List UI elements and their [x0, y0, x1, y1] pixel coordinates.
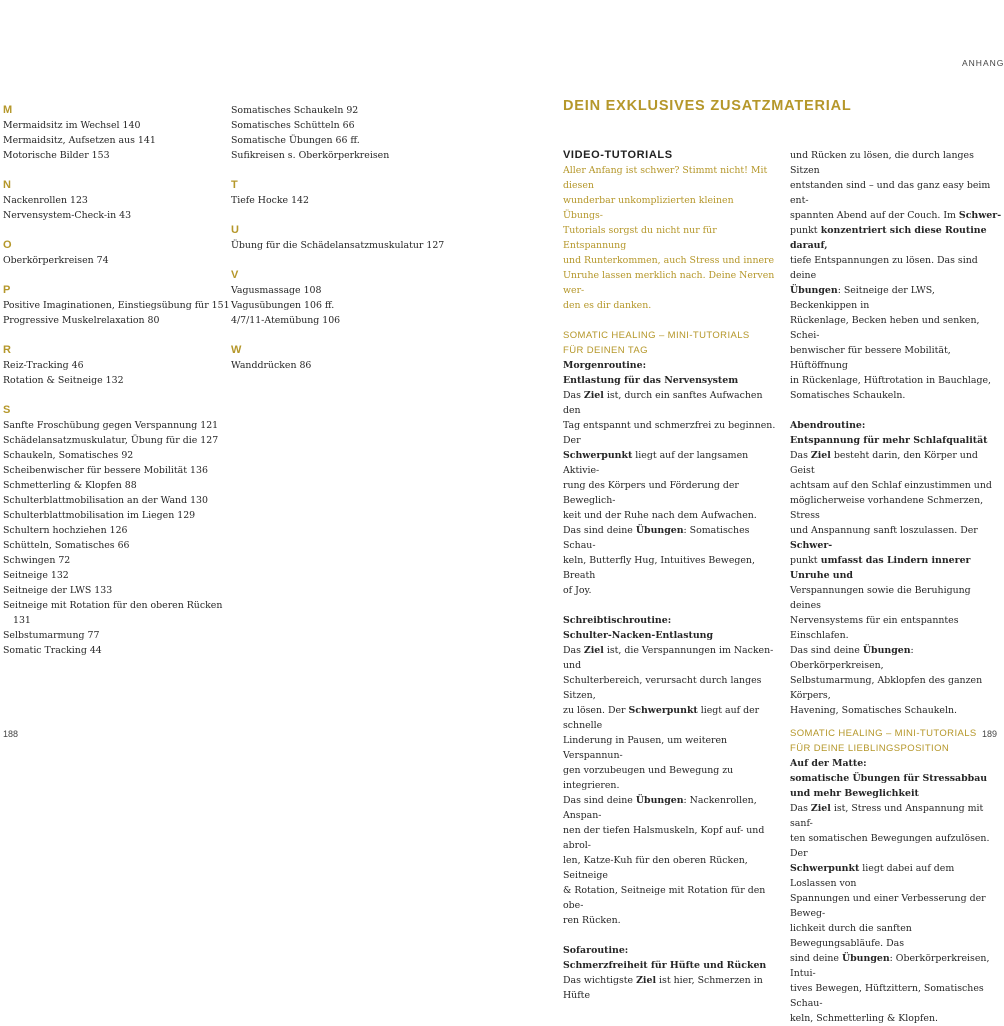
text-segment: in Rückenlage, Hüftrotation in Bauchlage,: [790, 375, 992, 386]
text-segment: punkt: [790, 555, 818, 566]
index-entry: Mermaidsitz, Aufsetzen aus 141: [3, 135, 156, 146]
index-entry: Selbstumarmung 77: [3, 630, 100, 641]
text-segment: entstanden sind – und das ganz easy beim ent-: [790, 180, 991, 206]
index-group: [3, 238, 230, 268]
index-entry: 131: [13, 615, 31, 626]
morning-routine: [563, 358, 776, 598]
text-segment: Tag entspannt und schmerzfrei zu beginnen. Der: [563, 420, 776, 446]
text-segment: Rückenlage, Becken heben und senken, Schei-: [790, 315, 980, 341]
text-line: [790, 223, 1003, 253]
routine-title: Abendroutine:: [790, 420, 866, 431]
bold-term: Übungen: [841, 953, 890, 964]
text-segment: len, Katze-Kuh für den oberen Rücken, Seitneige: [563, 855, 748, 881]
bold-term: Übungen: [635, 795, 684, 806]
index-group: [231, 178, 444, 208]
index-entry: Schwingen 72: [3, 555, 71, 566]
text-segment: Havening, Somatisches Schaukeln.: [790, 705, 957, 716]
text-segment: : Somatisches Schau-: [563, 525, 750, 551]
text-line: [790, 673, 1003, 703]
text-segment: liegt auf der schnelle: [563, 705, 760, 731]
index-entry: Schulterblattmobilisation im Liegen 129: [3, 510, 196, 521]
text-segment: punkt: [790, 225, 818, 236]
index-letter: N: [3, 179, 11, 191]
index-entry: Schmetterling & Klopfen 88: [3, 480, 137, 491]
index-entry: Nackenrollen 123: [3, 195, 88, 206]
index-entry: Scheibenwischer für bessere Mobilität 136: [3, 465, 208, 476]
text-segment: besteht darin, den Körper und Geist: [790, 450, 978, 476]
text-segment: Das sind deine: [563, 795, 636, 806]
index-letter: O: [3, 239, 12, 251]
text-segment: : Oberkörperkreisen,: [790, 645, 914, 671]
mini-tutorials-subheading: [563, 328, 776, 358]
index-entry: Progressive Muskelrelaxation 80: [3, 315, 160, 326]
index-letter: P: [3, 284, 11, 296]
text-line: [563, 763, 776, 793]
text-segment: Linderung in Pausen, um weiteren Verspannun-: [563, 735, 728, 761]
mat-routine: [790, 756, 1003, 1026]
bold-term: umfasst das Lindern innerer Unruhe und: [790, 555, 971, 581]
index-entry: Somatic Tracking 44: [3, 645, 102, 656]
text-segment: ist, Stress und Anspannung mit sanf-: [790, 803, 984, 829]
bold-term: Schwerpunkt: [628, 705, 698, 716]
bold-term: Ziel: [810, 803, 831, 814]
text-line: [563, 508, 776, 523]
text-segment: : Nackenrollen, Anspan-: [563, 795, 757, 821]
text-line: [563, 448, 776, 478]
index-entry: Schulterblattmobilisation an der Wand 130: [3, 495, 208, 506]
index-entry: 4/7/11-Atemübung 106: [231, 315, 341, 326]
text-line: [563, 643, 776, 673]
index-entry: Nervensystem-Check-in 43: [3, 210, 132, 221]
text-line: [790, 703, 1003, 718]
intro-line: Unruhe lassen merklich nach. Deine Nerven wer-: [563, 270, 775, 296]
text-segment: achtsam auf den Schlaf einzustimmen und: [790, 480, 992, 491]
text-segment: Das wichtigste: [563, 975, 637, 986]
content-column-2: [790, 148, 1003, 1026]
routine-subtitle: und mehr Beweglichkeit: [790, 788, 919, 799]
text-segment: Das sind deine: [790, 645, 863, 656]
index-letter: V: [231, 269, 239, 281]
text-segment: möglicherweise vorhandene Schmerzen, Stress: [790, 495, 984, 521]
text-segment: Verspannungen sowie die Beruhigung deines: [790, 585, 971, 611]
index-entry: Somatisches Schütteln 66: [231, 120, 355, 131]
text-segment: Selbstumarmung, Abklopfen des ganzen Körpers,: [790, 675, 983, 701]
text-line: [790, 148, 1003, 178]
text-line: [790, 643, 1003, 673]
text-segment: of Joy.: [563, 585, 592, 596]
text-line: [563, 388, 776, 418]
text-line: [790, 388, 1003, 403]
bold-term: Ziel: [810, 450, 831, 461]
text-segment: lichkeit durch die sanften Bewegungsabläufe. Das: [790, 923, 912, 949]
index-entry: Somatische Übungen 66 ff.: [231, 135, 360, 146]
index-entry: Schädelansatzmuskulatur, Übung für die 127: [3, 435, 219, 446]
text-segment: benwischer für bessere Mobilität, Hüftöffnung: [790, 345, 951, 371]
bold-term: Ziel: [636, 975, 657, 986]
index-entry: Positive Imaginationen, Einstiegsübung für 151: [3, 300, 230, 311]
index-entry: Schaukeln, Somatisches 92: [3, 450, 134, 461]
text-segment: & Rotation, Seitneige mit Rotation für den obe-: [563, 885, 766, 911]
bold-term: Schwer-: [790, 540, 833, 551]
text-line: [563, 478, 776, 508]
desk-routine: [563, 613, 776, 928]
text-segment: ist, die Verspannungen im Nacken- und: [563, 645, 774, 671]
text-segment: Das: [790, 803, 811, 814]
text-segment: liegt dabei auf dem Loslassen von: [790, 863, 955, 889]
index-column-left: [3, 103, 230, 673]
index-letter: U: [231, 224, 239, 236]
index-letter: M: [3, 104, 13, 116]
text-line: [790, 283, 1003, 313]
text-line: [790, 921, 1003, 951]
index-group: [3, 343, 230, 388]
index-entry: Mermaidsitz im Wechsel 140: [3, 120, 141, 131]
index-entry: Seitneige mit Rotation für den oberen Rücken: [3, 600, 223, 611]
text-segment: ist, durch ein sanftes Aufwachen den: [563, 390, 763, 416]
index-group: [3, 178, 230, 223]
routine-subtitle: Schulter-Nacken-Entlastung: [563, 630, 714, 641]
text-line: [563, 793, 776, 823]
text-segment: Schulterbereich, verursacht durch langes Sitzen,: [563, 675, 762, 701]
index-entry: Übung für die Schädelansatzmuskulatur 127: [231, 240, 445, 251]
index-entry: Motorische Bilder 153: [3, 150, 110, 161]
sofa-routine: [563, 943, 776, 1003]
page-number-right: 189: [982, 729, 998, 739]
text-line: [563, 418, 776, 448]
text-segment: tives Bewegen, Hüftzittern, Somatisches Schau-: [790, 983, 984, 1009]
text-line: [790, 448, 1003, 478]
text-line: [790, 313, 1003, 343]
text-line: [790, 583, 1003, 613]
text-segment: ten somatischen Bewegungen aufzulösen. Der: [790, 833, 990, 859]
bold-term: Ziel: [583, 390, 604, 401]
index-entry: Vagusmassage 108: [231, 285, 322, 296]
text-segment: sind deine: [790, 953, 842, 964]
index-entry: Seitneige 132: [3, 570, 69, 581]
text-segment: : Oberkörperkreisen, Intui-: [790, 953, 990, 979]
index-entry: Vagusübungen 106 ff.: [231, 300, 335, 311]
text-line: [563, 553, 776, 583]
routine-title: Sofaroutine:: [563, 945, 629, 956]
text-line: [790, 861, 1003, 891]
index-entry: Reiz-Tracking 46: [3, 360, 84, 371]
text-line: [790, 801, 1003, 831]
index-letter: R: [3, 344, 11, 356]
text-line: [563, 913, 776, 928]
index-entry: Sanfte Froschübung gegen Verspannung 121: [3, 420, 219, 431]
bold-term: Übungen: [635, 525, 684, 536]
text-segment: zu lösen. Der: [563, 705, 629, 716]
bold-term: Übungen: [790, 285, 838, 296]
text-segment: spannten Abend auf der Couch. Im: [790, 210, 959, 221]
index-entry: Wanddrücken 86: [231, 360, 312, 371]
index-entry: Oberkörperkreisen 74: [3, 255, 109, 266]
intro-line: wunderbar unkomplizierten kleinen Übungs-: [563, 195, 734, 221]
index-entry: Seitneige der LWS 133: [3, 585, 113, 596]
routine-title: Auf der Matte:: [790, 758, 867, 769]
text-line: [790, 553, 1003, 583]
index-group: [231, 103, 444, 163]
page-number-left: 188: [3, 729, 19, 739]
index-letter: W: [231, 344, 242, 356]
text-segment: rung des Körpers und Förderung der Beweglich-: [563, 480, 739, 506]
text-line: [790, 373, 1003, 388]
text-segment: und Anspannung sanft loszulassen. Der: [790, 525, 978, 536]
evening-routine: [790, 418, 1003, 718]
index-entry: Rotation & Seitneige 132: [3, 375, 124, 386]
text-line: [563, 583, 776, 598]
text-segment: keln, Butterfly Hug, Intuitives Bewegen, Breath: [563, 555, 755, 581]
text-line: [790, 178, 1003, 208]
index-entry: Tiefe Hocke 142: [231, 195, 309, 206]
text-line: [790, 831, 1003, 861]
text-line: [790, 478, 1003, 493]
routine-subtitle: Entlastung für das Nervensystem: [563, 375, 739, 386]
text-line: [563, 673, 776, 703]
text-segment: liegt auf der langsamen Aktivie-: [563, 450, 749, 476]
index-entry: Somatisches Schaukeln 92: [231, 105, 359, 116]
text-segment: ren Rücken.: [563, 915, 621, 926]
bold-term: Übungen: [862, 645, 911, 656]
subheading-line: FÜR DEINEN TAG: [563, 345, 648, 356]
text-segment: Das: [563, 390, 584, 401]
index-entry: Schultern hochziehen 126: [3, 525, 128, 536]
routine-title: Schreibtischroutine:: [563, 615, 672, 626]
text-segment: keit und der Ruhe nach dem Aufwachen.: [563, 510, 757, 521]
text-segment: und Rücken zu lösen, die durch langes Sitzen: [790, 150, 974, 176]
subheading-line: FÜR DEINE LIEBLINGSPOSITION: [790, 743, 950, 754]
bold-term: konzentriert sich diese Routine darauf,: [790, 225, 987, 251]
text-line: [563, 973, 776, 1003]
intro-text: [563, 163, 776, 313]
index-group: [231, 343, 444, 373]
bold-term: Ziel: [583, 645, 604, 656]
text-line: [563, 703, 776, 733]
index-column-middle: [231, 103, 444, 388]
text-segment: ist hier, Schmerzen in Hüfte: [563, 975, 763, 1001]
index-group: [3, 403, 230, 658]
text-segment: Somatisches Schaukeln.: [790, 390, 906, 401]
text-segment: keln, Schmetterling & Klopfen.: [790, 1013, 938, 1024]
text-segment: tiefe Entspannungen zu lösen. Das sind deine: [790, 255, 978, 281]
bold-term: Schwerpunkt: [563, 450, 633, 461]
routine-title: Morgenroutine:: [563, 360, 647, 371]
text-line: [790, 208, 1003, 223]
routine-subtitle: Schmerzfreiheit für Hüfte und Rücken: [563, 960, 767, 971]
intro-line: und Runterkommen, auch Stress und innere: [563, 255, 775, 266]
text-line: [790, 523, 1003, 553]
text-line: [790, 951, 1003, 981]
text-line: [790, 891, 1003, 921]
text-line: [790, 1011, 1003, 1026]
text-segment: Das sind deine: [563, 525, 636, 536]
text-line: [563, 823, 776, 853]
content-column-1: [563, 148, 776, 1003]
routine-subtitle: somatische Übungen für Stressabbau: [790, 773, 988, 784]
intro-line: den es dir danken.: [563, 300, 652, 311]
index-group: [3, 283, 230, 328]
text-line: [563, 853, 776, 883]
page-title: DEIN EXKLUSIVES ZUSATZMATERIAL: [563, 98, 852, 114]
bold-term: Schwerpunkt: [790, 863, 860, 874]
intro-line: Tutorials sorgst du nicht nur für Entspannung: [563, 225, 717, 251]
routine-subtitle: Entspannung für mehr Schlafqualität: [790, 435, 988, 446]
index-entry: Sufikreisen s. Oberkörperkreisen: [231, 150, 390, 161]
text-line: [563, 523, 776, 553]
text-line: [790, 613, 1003, 643]
text-segment: Spannungen und einer Verbesserung der Beweg-: [790, 893, 986, 919]
text-segment: Das: [563, 645, 584, 656]
text-line: [790, 343, 1003, 373]
text-line: [563, 733, 776, 763]
sofa-routine-continued: [790, 148, 1003, 403]
index-letter: T: [231, 179, 238, 191]
index-letter: S: [3, 404, 11, 416]
video-tutorials-heading: VIDEO-TUTORIALS: [563, 149, 673, 161]
bold-term: Schwer-: [958, 210, 1002, 221]
index-group: [231, 223, 444, 253]
text-segment: : Seitneige der LWS, Beckenkippen in: [790, 285, 935, 311]
intro-line: Aller Anfang ist schwer? Stimmt nicht! Mit diesen: [563, 165, 768, 191]
text-segment: nen der tiefen Halsmuskeln, Kopf auf- und abrol-: [563, 825, 765, 851]
favorite-position-subheading: [790, 726, 1003, 756]
text-segment: gen vorzubeugen und Bewegung zu integrieren.: [563, 765, 734, 791]
text-line: [790, 981, 1003, 1011]
text-line: [790, 493, 1003, 523]
text-segment: Nervensystems für ein entspanntes Einschlafen.: [790, 615, 959, 641]
text-segment: Das: [790, 450, 811, 461]
index-entry: Schütteln, Somatisches 66: [3, 540, 130, 551]
subheading-line: SOMATIC HEALING – MINI-TUTORIALS: [790, 728, 977, 739]
index-group: [231, 268, 444, 328]
subheading-line: SOMATIC HEALING – MINI-TUTORIALS: [563, 330, 750, 341]
index-group: [3, 103, 230, 163]
running-header: ANHANG: [962, 58, 1004, 68]
text-line: [790, 253, 1003, 283]
text-line: [563, 883, 776, 913]
